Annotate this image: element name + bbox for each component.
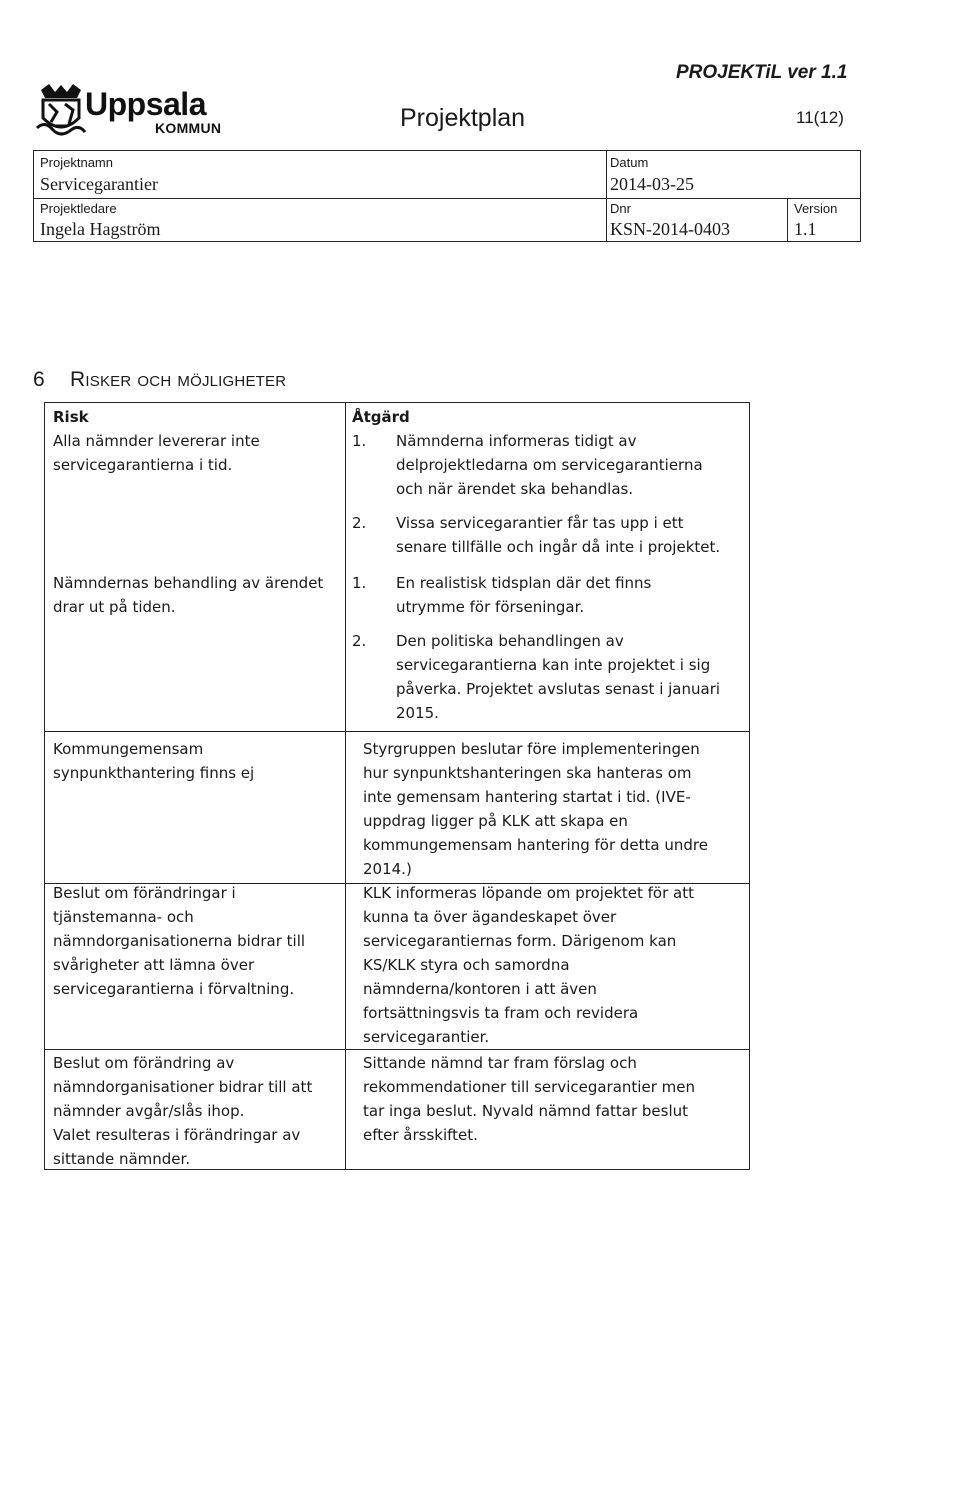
meta-row-divider xyxy=(34,198,860,199)
row-divider xyxy=(45,1049,749,1050)
column-divider xyxy=(345,403,346,1169)
risk-cell: Nämndernas behandling av ärendet drar ut på tiden. xyxy=(53,574,324,616)
action-item: Vissa servicegarantier får tas upp i ett senare tillfälle och ingår då inte i projektet. xyxy=(396,514,721,556)
version-tag: PROJEKTiL ver 1.1 xyxy=(676,62,848,83)
page-number: 11(12) xyxy=(796,108,844,127)
dnr-value: KSN-2014-0403 xyxy=(610,219,730,239)
project-lead-label: Projektledare xyxy=(40,201,117,216)
logo-subtitle: KOMMUN xyxy=(155,120,222,136)
action-cell: KLK informeras löpande om projektet för att kunna ta över ägandeskapet över servicegarantiernas form. Därigenom kan KS/KLK styra och samordna nämnderna/kontoren i att även fortsättningsvis ta fram och revidera servicegarantier. xyxy=(363,884,694,1046)
project-name-value: Servicegarantier xyxy=(40,174,158,194)
risk-cell: Beslut om förändringar i tjänstemanna- och nämndorganisationerna bidrar till svårigheter att lämna över servicegarantierna i förvaltning. xyxy=(53,884,306,998)
version-label: Version xyxy=(794,201,838,216)
risk-cell: Kommungemensam synpunkthantering finns ej xyxy=(53,740,255,782)
project-lead-value: Ingela Hagström xyxy=(40,219,161,239)
section-number: 6 xyxy=(33,368,45,391)
logo-wordmark: Uppsala xyxy=(85,86,206,122)
coat-of-arms-icon xyxy=(35,82,87,140)
version-value: 1.1 xyxy=(794,219,817,239)
action-cell: Sittande nämnd tar fram förslag och rekommendationer till servicegarantier men tar inga beslut. Nyvald nämnd fattar beslut efter årsskiftet. xyxy=(363,1054,695,1144)
risk-cell: Alla nämnder levererar inte servicegarantierna i tid. xyxy=(53,432,260,474)
date-label: Datum xyxy=(610,155,649,170)
date-value: 2014-03-25 xyxy=(610,174,694,194)
action-item: Den politiska behandlingen av servicegarantierna kan inte projektet i sig påverka. Projektet avslutas senast i januari 2015. xyxy=(396,632,721,722)
meta-column-divider xyxy=(606,151,607,241)
list-number: 1. xyxy=(352,574,367,592)
meta-table xyxy=(33,150,861,242)
risk-table xyxy=(44,402,750,1170)
list-number: 1. xyxy=(352,432,367,450)
action-cell: Styrgruppen beslutar före implementeringen hur synpunktshanteringen ska hanteras om inte gemensam hantering startat i tid. (IVE- uppdrag ligger på KLK att skapa en kommungemensam hantering för detta undre 2014.) xyxy=(363,740,708,878)
meta-column-divider xyxy=(787,198,788,241)
list-number: 2. xyxy=(352,632,367,650)
action-item: En realistisk tidsplan där det finns utrymme för förseningar. xyxy=(396,574,652,616)
dnr-label: Dnr xyxy=(610,201,631,216)
action-column-header: Åtgärd xyxy=(352,408,410,426)
project-name-label: Projektnamn xyxy=(40,155,113,170)
risk-column-header: Risk xyxy=(53,408,89,426)
risk-cell: Beslut om förändring av nämndorganisationer bidrar till att nämnder avgår/slås ihop. Valet resulteras i förändringar av sittande nämnder. xyxy=(53,1054,313,1168)
action-item: Nämnderna informeras tidigt av delprojektledarna om servicegarantierna och när ärendet ska behandlas. xyxy=(396,432,703,498)
list-number: 2. xyxy=(352,514,367,532)
row-divider xyxy=(45,731,749,732)
document-title: Projektplan xyxy=(400,104,526,132)
section-title: Risker och möjligheter xyxy=(70,368,287,391)
logo xyxy=(35,82,255,142)
